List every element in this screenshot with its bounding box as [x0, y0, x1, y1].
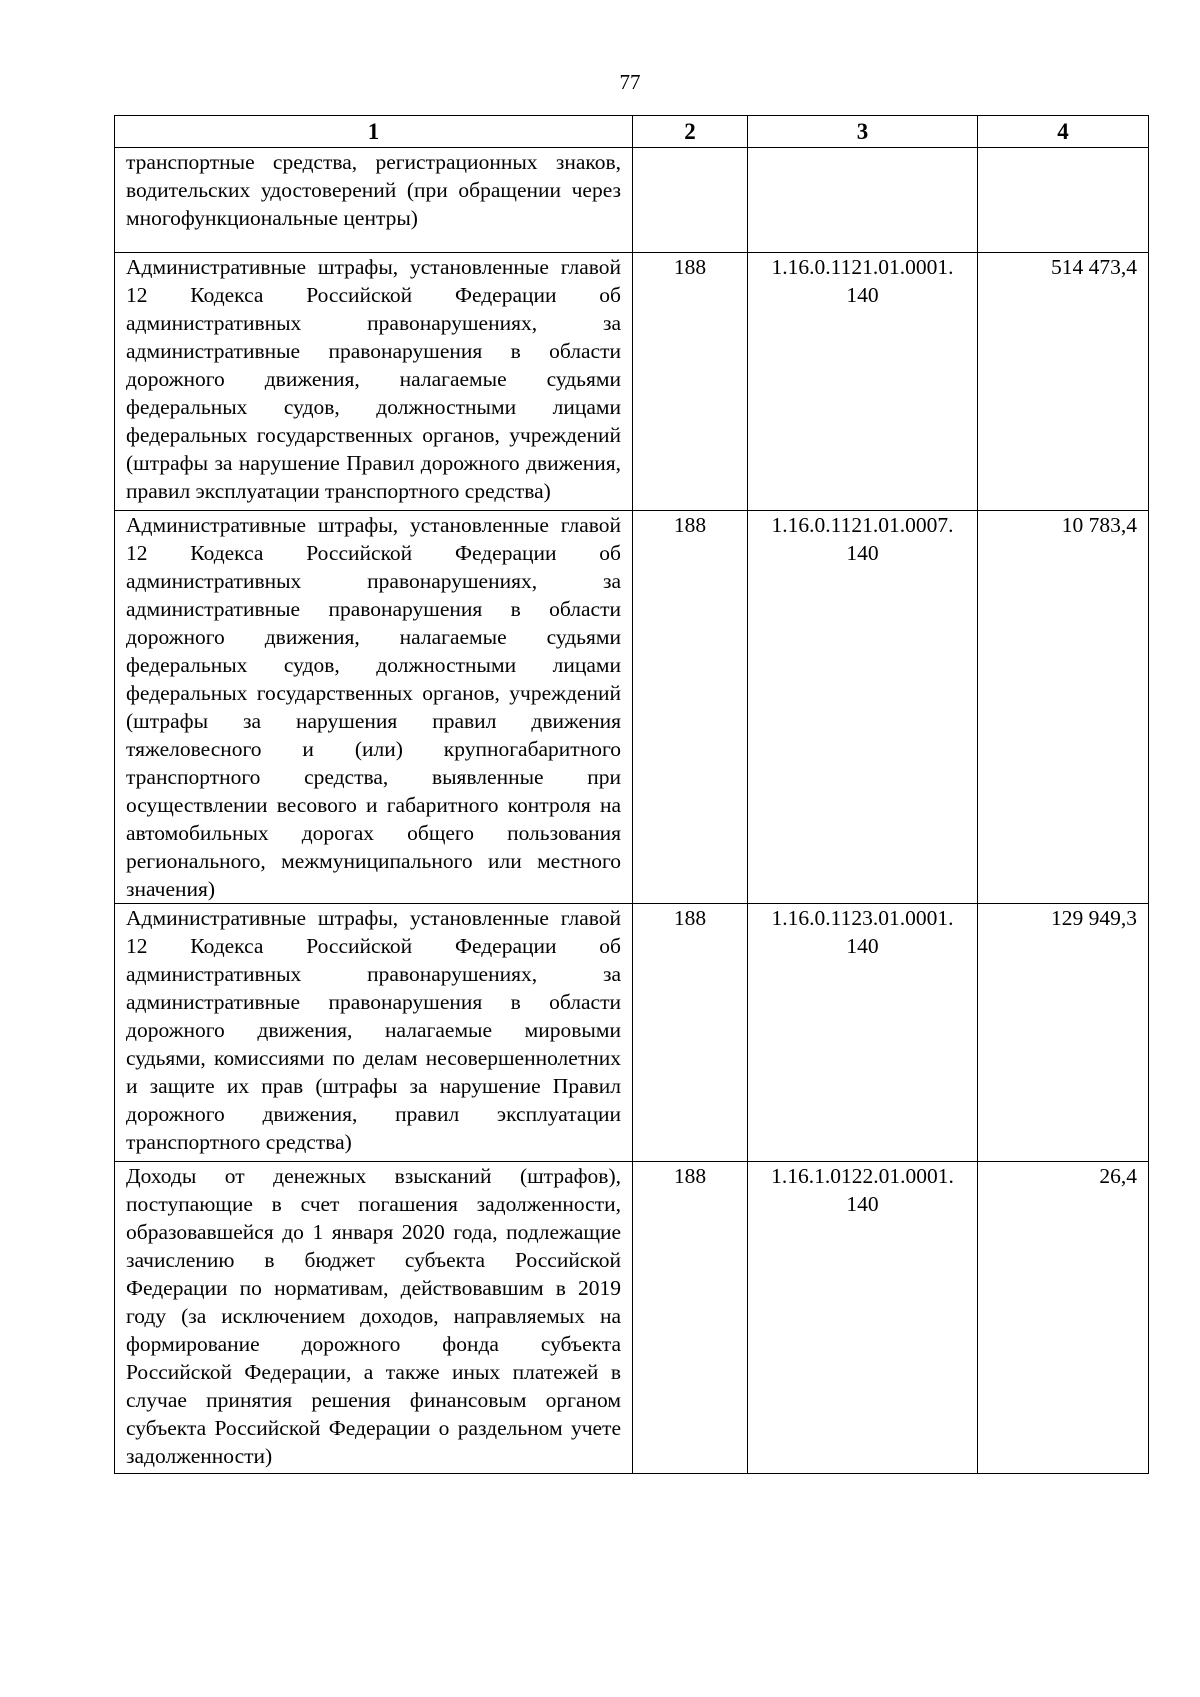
row-amount: 26,4 [978, 1162, 1149, 1474]
row-description: Административные штрафы, установленные главой 12 Кодекса Российской Федерации об административных правонарушениях, за административные правонарушения в области дорожного движения, налагаемые судьями федеральных судов, должностными лицами федеральных государственных органов, учреждений (штрафы за нарушение Правил дорожного движения, правил эксплуатации транспортного средства) [115, 253, 633, 511]
table-row [115, 511, 1149, 904]
row-amount: 129 949,3 [978, 904, 1149, 1162]
code-line-1: 1.16.0.1121.01.0001. [771, 255, 954, 279]
page-number: 77 [619, 70, 641, 94]
code-line-2: 140 [846, 1192, 879, 1216]
column-header-3: 3 [748, 116, 978, 148]
column-header-4: 4 [978, 116, 1149, 148]
table-row [115, 148, 1149, 253]
row-amount: 10 783,4 [978, 511, 1149, 904]
code-line-1: 1.16.0.1121.01.0007. [771, 513, 954, 537]
table-row [115, 253, 1149, 511]
row-admin-code: 188 [633, 253, 748, 511]
row-budget-code [748, 511, 978, 904]
code-line-1: 1.16.1.0122.01.0001. [771, 1164, 954, 1188]
code-line-2: 140 [846, 283, 879, 307]
table-row [115, 1162, 1149, 1474]
row-description: транспортные средства, регистрационных знаков, водительских удостоверений (при обращении через многофункциональные центры) [115, 148, 633, 253]
revenue-table [114, 115, 1149, 1474]
row-admin-code: 188 [633, 1162, 748, 1474]
row-admin-code: 188 [633, 511, 748, 904]
row-admin-code: 188 [633, 904, 748, 1162]
code-line-1: 1.16.0.1123.01.0001. [771, 906, 954, 930]
row-amount [978, 148, 1149, 253]
column-header-1: 1 [115, 116, 633, 148]
table-row [115, 904, 1149, 1162]
row-description: Административные штрафы, установленные главой 12 Кодекса Российской Федерации об административных правонарушениях, за административные правонарушения в области дорожного движения, налагаемые судьями федеральных судов, должностными лицами федеральных государственных органов, учреждений (штрафы за нарушения правил движения тяжеловесного и (или) крупногабаритного транспортного средства, выявленные при осуществлении весового и габаритного контроля на автомобильных дорогах общего пользования регионального, межмуниципального или местного значения) [115, 511, 633, 904]
row-budget-code [748, 253, 978, 511]
row-budget-code [748, 904, 978, 1162]
row-description: Доходы от денежных взысканий (штрафов), поступающие в счет погашения задолженности, образовавшейся до 1 января 2020 года, подлежащие зачислению в бюджет субъекта Российской Федерации по нормативам, действовавшим в 2019 году (за исключением доходов, направляемых на формирование дорожного фонда субъекта Российской Федерации, а также иных платежей в случае принятия решения финансовым органом субъекта Российской Федерации о раздельном учете задолженности) [115, 1162, 633, 1474]
code-line-2: 140 [846, 934, 879, 958]
code-line-2: 140 [846, 541, 879, 565]
row-budget-code [748, 148, 978, 253]
row-admin-code [633, 148, 748, 253]
row-amount: 514 473,4 [978, 253, 1149, 511]
row-budget-code [748, 1162, 978, 1474]
header-row [115, 116, 1149, 148]
column-header-2: 2 [633, 116, 748, 148]
row-description: Административные штрафы, установленные главой 12 Кодекса Российской Федерации об административных правонарушениях, за административные правонарушения в области дорожного движения, налагаемые мировыми судьями, комиссиями по делам несовершеннолетних и защите их прав (штрафы за нарушение Правил дорожного движения, правил эксплуатации транспортного средства) [115, 904, 633, 1162]
